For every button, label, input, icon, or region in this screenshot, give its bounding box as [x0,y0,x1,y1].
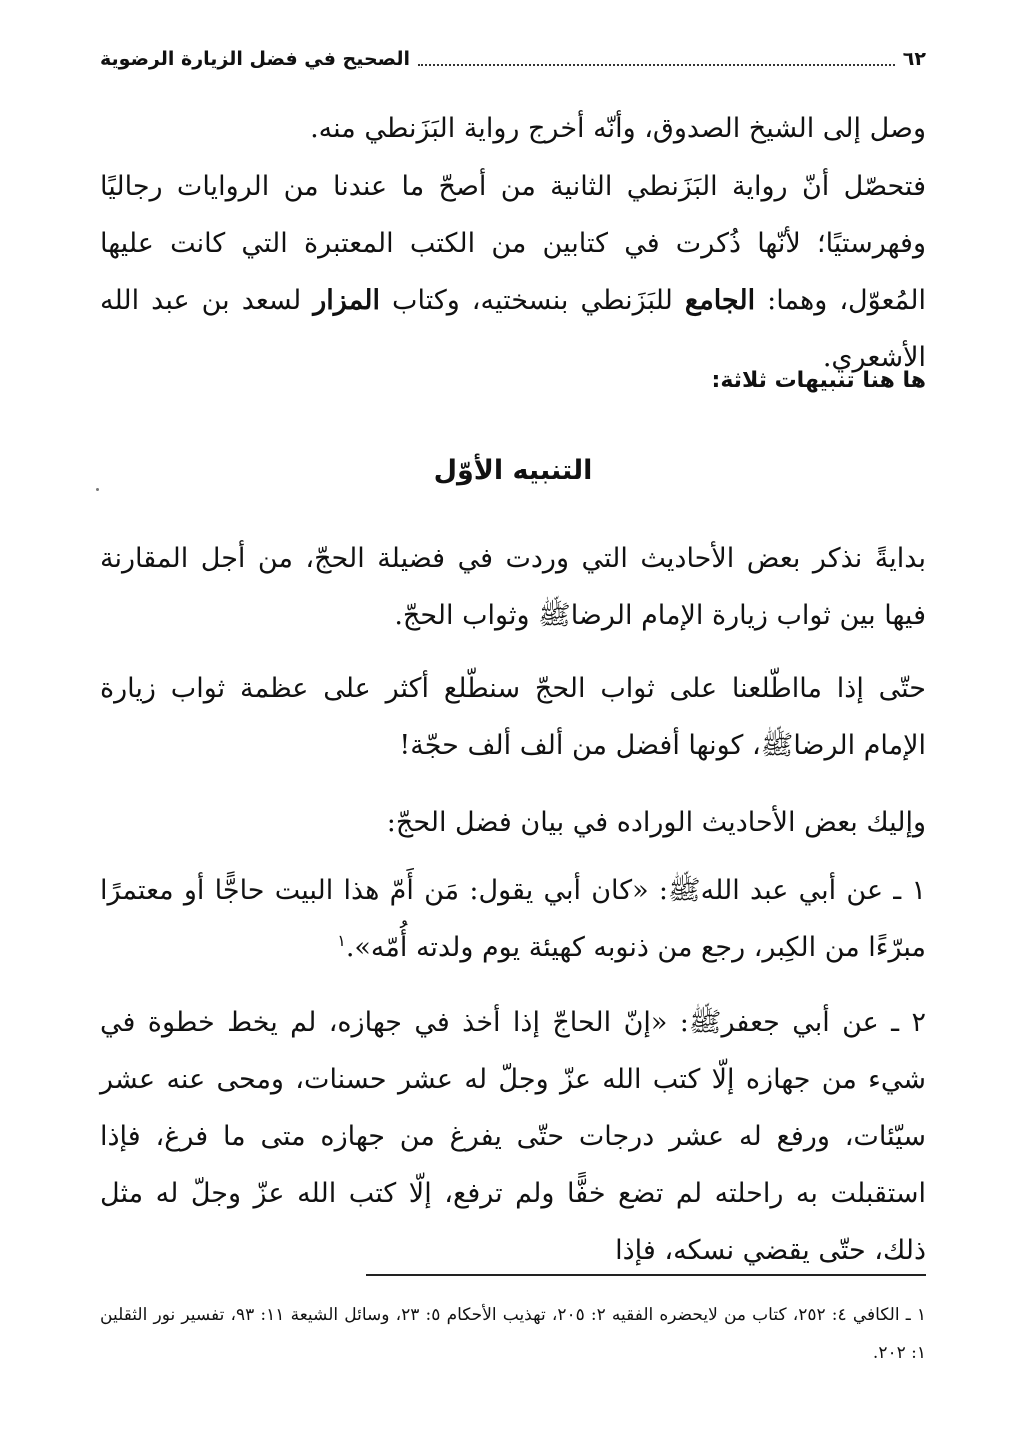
paragraph-5: وإليك بعض الأحاديث الوراده في بيان فضل الحجّ: [386,807,926,838]
running-header [100,40,926,78]
section-heading: التنبيه الأوّل [433,455,593,486]
hadith-1 [100,862,926,976]
paragraph-2-text-c: للبَزَنطي بنسختيه، وكتاب [380,285,685,316]
hadith-1-text: ١ ـ عن أبي عبد الله‎ﷺ: «كان أبي يقول: مَن أَمّ هذا البيت حاجًّا أو معتمرًا مبرّءًا من الكِبر، رجع من ذنوبه كهيئة يوم ولدته أُمّه». [100,875,926,963]
book-title-mazar: المزار [313,285,381,316]
footnote-divider [366,1274,926,1276]
paragraph-2-text-d: لسعد بن عبد الله الأشعري. [100,285,926,373]
page-number: ٦٢ [902,48,926,70]
paragraph-2-text-a: فتحصّل أنّ رواية البَزَنطي الثانية من أصحّ ما عندنا من الروايات رجاليًا وفهرستيًا؛ لأنّها ذُكرت في كتابين من الكتب المعتبرة التي كانت عليها المُعوّل، وهما: [100,171,926,316]
paragraph-3: بدايةً نذكر بعض الأحاديث التي وردت في فضيلة الحجّ، من أجل المقارنة فيها بين ثواب زيارة الإمام الرضا‎ﷺ وثواب الحجّ. [100,543,926,631]
footnote-1: ١ ـ الكافي ٤: ٢٥٢، كتاب من لايحضره الفقيه ٢: ٢٠٥، تهذيب الأحكام ٥: ٢٣، وسائل الشيعة ١١: ٩٣، تفسير نور الثقلين ١: ٢٠٢. [100,1305,927,1363]
scan-speck [96,488,99,491]
leader-dots [418,64,895,66]
book-title-jami: الجامع [684,285,756,316]
footnote-marker: ١ [337,931,346,950]
hadith-2: ٢ ـ عن أبي جعفر‎ﷺ: «إنّ الحاجّ إذا أخذ في جهازه، لم يخط خطوة في شيء من جهازه إلّا كتب الله عزّ وجلّ له عشر حسنات، ومحى عنه عشر سيّئات، ورفع له عشر درجات حتّى يفرغ من جهازه متى ما فرغ، فإذا استقبلت به راحلته لم تضع خفًّا ولم ترفع، إلّا كتب الله عزّ وجلّ له مثل ذلك، حتّى يقضي نسكه، فإذا [100,1007,927,1266]
running-title: الصحيح في فضل الزيارة الرضوية [100,48,411,70]
document-page [100,0,926,1432]
paragraph-4: حتّى إذا مااطّلعنا على ثواب الحجّ سنطّلع أكثر على عظمة ثواب زيارة الإمام الرضا‎ﷺ، كونها أفضل من ألف ألف حجّة! [100,673,926,761]
notes-intro: ها هنا تنبيهات ثلاثة: [711,368,926,393]
paragraph-1: وصل إلى الشيخ الصدوق، وأنّه أخرج رواية البَزَنطي منه. [310,113,926,144]
